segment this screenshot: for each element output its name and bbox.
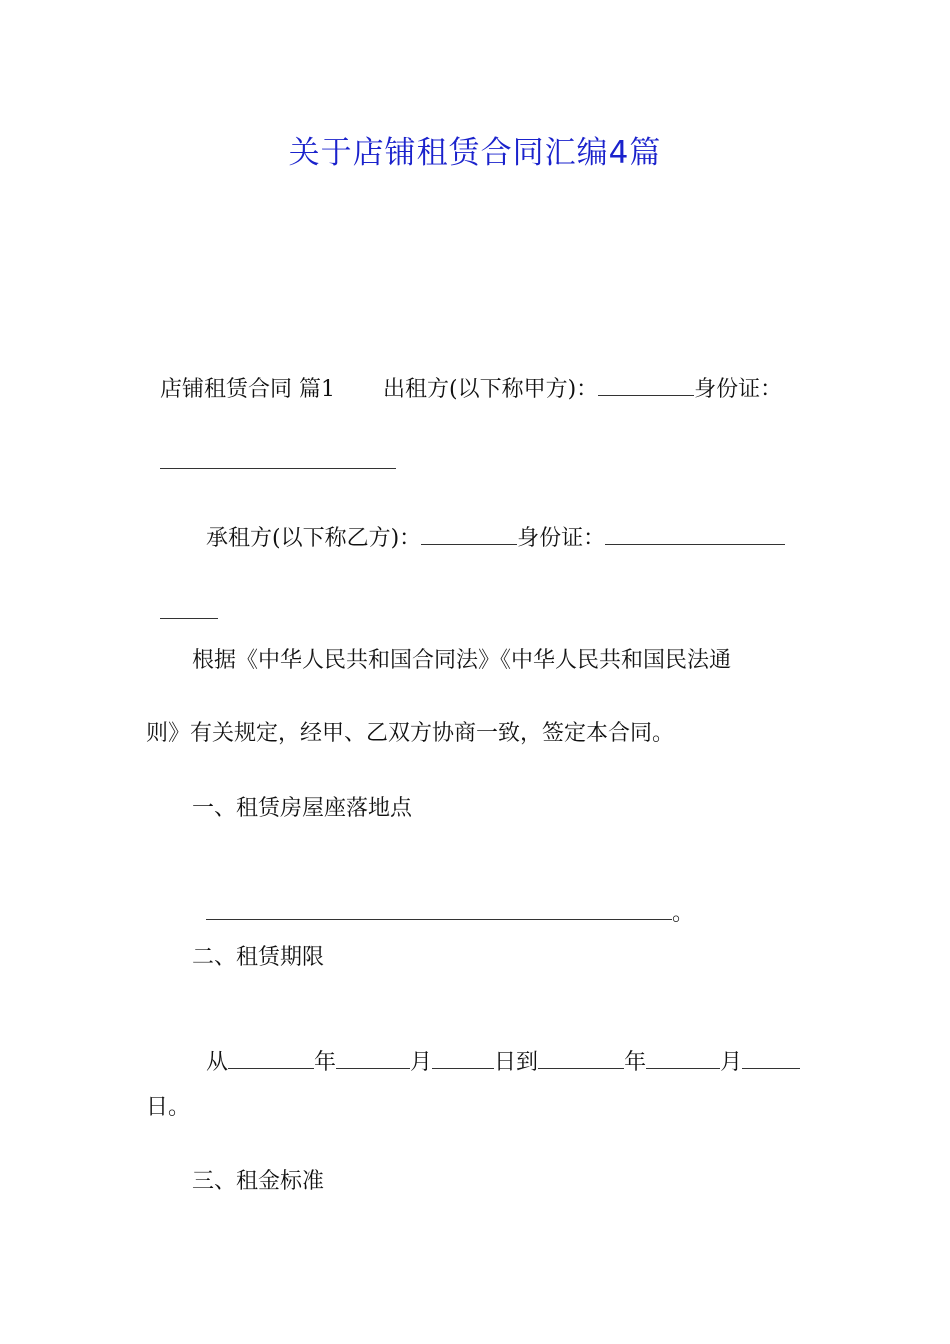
lessor-id-blank <box>160 448 396 469</box>
line-basis-1: 根据《中华人民共和国合同法》《中华人民共和国民法通 <box>192 648 732 673</box>
lessee-label: 承租方(以下称乙方)： <box>206 526 422 551</box>
lessee-name-blank <box>421 524 517 545</box>
line-lessee-id-blank-cont <box>146 568 826 628</box>
line-lessor-id-blank <box>146 418 826 478</box>
lessor-id-label: 身份证： <box>694 377 783 402</box>
start-year-blank <box>228 1048 314 1069</box>
lessee-id-label: 身份证： <box>517 526 606 551</box>
lessor-name-blank <box>598 375 694 396</box>
term-month-1: 月 <box>410 1050 433 1075</box>
lessor-label: 出租方(以下称甲方)： <box>383 377 599 402</box>
end-month-blank <box>646 1048 720 1069</box>
end-day-blank <box>742 1048 800 1069</box>
line-lessor <box>146 345 826 405</box>
location-end-mark: 。 <box>672 901 695 926</box>
section-1-heading: 一、租赁房屋座落地点 <box>192 796 413 821</box>
section-3-heading: 三、租金标准 <box>192 1169 325 1194</box>
start-day-blank <box>432 1048 494 1069</box>
lessee-id-blank <box>605 524 785 545</box>
contract-heading: 店铺租赁合同 篇1 <box>160 377 335 402</box>
location-blank <box>206 899 672 920</box>
section-2-heading: 二、租赁期限 <box>192 945 325 970</box>
term-year-1: 年 <box>314 1050 337 1075</box>
end-year-blank <box>538 1048 624 1069</box>
term-month-2: 月 <box>720 1050 743 1075</box>
term-day-to: 日到 <box>494 1050 539 1075</box>
term-year-2: 年 <box>624 1050 647 1075</box>
line-term-end: 日。 <box>146 1095 191 1120</box>
line-location <box>192 869 826 929</box>
term-from: 从 <box>206 1050 229 1075</box>
line-term <box>192 1018 826 1078</box>
line-basis-2: 则》有关规定，经甲、乙双方协商一致，签定本合同。 <box>146 721 675 746</box>
lessee-id-blank-cont <box>160 598 218 619</box>
line-lessee <box>192 494 826 554</box>
document-title: 关于店铺租赁合同汇编4篇 <box>288 135 662 171</box>
start-month-blank <box>336 1048 410 1069</box>
